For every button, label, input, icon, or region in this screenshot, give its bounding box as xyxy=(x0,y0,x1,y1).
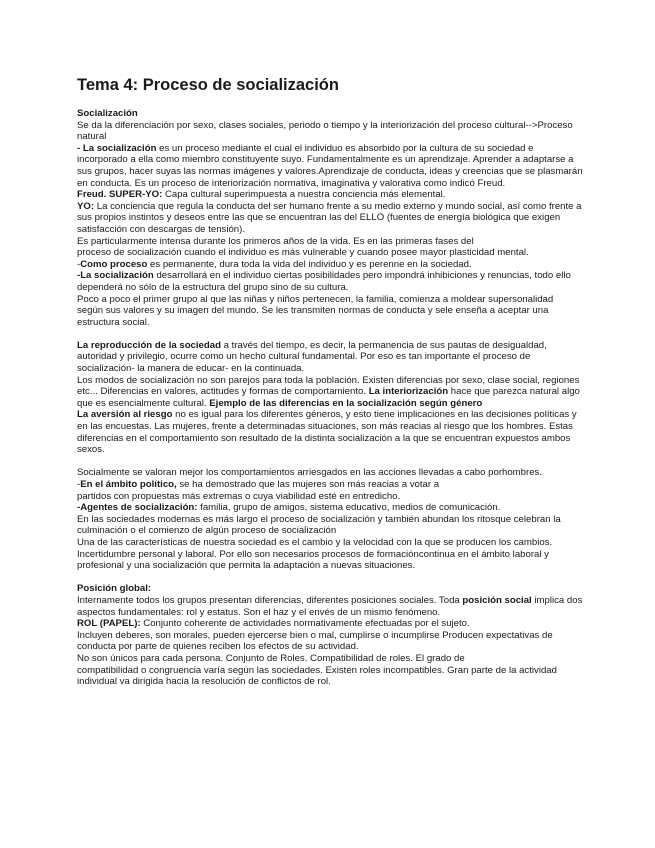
text-line xyxy=(77,433,643,445)
bold-text: La aversión al riesgo xyxy=(77,409,173,421)
paragraph-gap xyxy=(77,328,643,340)
text-line xyxy=(77,467,643,479)
text-run: No son únicos para cada persona. Conjunto de Roles. Compatibilidad de roles. El grado de xyxy=(77,652,465,664)
text-line xyxy=(77,583,643,595)
text-run: dependerá no sólo de la estructura del grupo sino de su cultura. xyxy=(77,281,349,293)
text-line xyxy=(77,247,643,259)
text-run: Los modos de socialización no son parejos para toda la población. Existen diferencias por sexo, clase social, regiones xyxy=(77,374,580,386)
text-run: no es igual para los diferentes géneros, y esto tiene implicaciones en las decisiones políticas y xyxy=(172,409,577,421)
text-line xyxy=(77,421,643,433)
text-run: es permanente, dura toda la vida del individuo y es perenne en la sociedad. xyxy=(147,258,472,270)
text-run: La conciencia que regula la conducta del ser humano frente a su medio externo y mundo social, así como frente a xyxy=(94,200,582,212)
text-run: Poco a poco el primer grupo al que las niñas y niños pertenecen, la familia, comienza a moldear supersonalidad xyxy=(77,293,554,305)
text-line xyxy=(77,665,643,677)
text-run: Socialmente se valoran mejor los comportamientos arriesgados en las acciones llevadas a cabo porhombres. xyxy=(77,467,543,479)
text-run: Incertidumbre personal y laboral. Por ello son necesarios procesos de formacióncontinua en el ámbito laboral y xyxy=(77,548,549,560)
text-line xyxy=(77,491,643,503)
text-line xyxy=(77,108,643,120)
text-run: implica dos xyxy=(531,594,583,606)
text-run: que es esencialmente cultural. xyxy=(77,397,210,409)
text-line xyxy=(77,120,643,132)
text-run: Conjunto coherente de actividades normativamente efectuadas por el sujeto. xyxy=(140,618,470,630)
text-line xyxy=(77,212,643,224)
text-line xyxy=(77,270,643,282)
text-run: Incluyen deberes, son morales, pueden ejercerse bien o mal, cumplirse o incumplirse Producen expectativas de xyxy=(77,629,553,641)
bold-text: Socialización xyxy=(77,108,138,119)
bold-text: Posición global: xyxy=(77,583,152,595)
bold-text: Como proceso xyxy=(80,258,148,270)
text-line xyxy=(77,363,643,375)
bold-text: - La socialización xyxy=(77,142,157,154)
text-line xyxy=(77,154,643,166)
text-run: En las sociedades modernas es más largo el proceso de socialización y también abundan los ritosque celebran la xyxy=(77,513,561,525)
text-run: compatibilidad o congruencia varía según las sociedades. Existen roles incompatibles. Gran parte de la actividad xyxy=(77,664,557,676)
bold-text: YO: xyxy=(77,200,95,212)
paragraph-gap xyxy=(77,572,643,584)
text-run: se ha demostrado que las mujeres son más reacias a votar a xyxy=(176,479,440,490)
text-line xyxy=(77,398,643,410)
text-run: aspectos fundamentales: rol y estatus. Son el haz y el envés de un mismo fenómeno. xyxy=(77,606,441,618)
text-run: sexos. xyxy=(77,444,105,456)
text-run: etc... Diferencias en valores, actitudes y formas de comportamiento. xyxy=(77,386,369,398)
text-line xyxy=(77,178,643,190)
document-body xyxy=(77,108,643,688)
text-run: en conducta. Es un proceso de interiorización normativa, imaginativa y valorativa como indicó Freud. xyxy=(77,177,506,189)
bold-text: Freud. SUPER-YO: xyxy=(77,189,163,201)
text-line xyxy=(77,653,643,665)
bold-text: ROL (PAPEL): xyxy=(77,618,141,630)
text-run: Es particularmente intensa durante los primeros años de la vida. Es en las primeras fases del xyxy=(77,235,474,247)
text-line xyxy=(77,375,643,387)
bold-text: posición social xyxy=(462,594,532,606)
text-line xyxy=(77,444,643,456)
text-line xyxy=(77,189,643,201)
text-line xyxy=(77,560,643,572)
text-run: natural xyxy=(77,131,107,143)
text-run: en las encuestas. Las mujeres, frente a determinadas situaciones, son más reacias al riesgo que los hombres. Estas xyxy=(77,421,573,433)
text-line xyxy=(77,294,643,306)
text-line xyxy=(77,630,643,642)
text-run: sus propios instintos y deseos entre las que se encuentran las del ELLO (fuentes de energía biológica que exigen xyxy=(77,212,561,224)
text-run: individual va dirigida hacia la resolución de conflictos de rol. xyxy=(77,676,331,688)
text-run: partidos con propuestas más extremas o cuya viabilidad esté en entredicho. xyxy=(77,490,401,502)
text-line xyxy=(77,514,643,526)
text-run: según sus valores y su imagen del mundo. Se les transmiten normas de conducta y sele enseña a aceptar una xyxy=(77,305,549,317)
text-line xyxy=(77,282,643,294)
text-run: proceso de socialización cuando el individuo es más vulnerable y cuando posee mayor plasticidad mental. xyxy=(77,247,529,259)
text-line xyxy=(77,618,643,630)
text-run: incorporado a ella como miembro constituyente suyo. Fundamentalmente es un aprendizaje. Aprender a adaptarse a xyxy=(77,154,574,166)
text-run: satisfacción con descargas de tensión). xyxy=(77,223,245,235)
bold-text: La reproducción de la sociedad xyxy=(77,339,221,351)
page-title: Tema 4: Proceso de socialización xyxy=(77,76,339,94)
text-run: - xyxy=(77,479,81,490)
text-run: hace que parezca natural algo xyxy=(448,386,580,398)
text-line xyxy=(77,340,643,352)
text-line xyxy=(77,386,643,398)
text-run: - xyxy=(77,258,81,270)
bold-text: En el ámbito político, xyxy=(80,479,177,490)
text-line xyxy=(77,317,643,329)
text-line xyxy=(77,549,643,561)
text-line xyxy=(77,537,643,549)
bold-text: La interiorización xyxy=(368,386,449,398)
text-run: autoridad y privilegio, ocurre como un hecho cultural fundamental. Por eso es tan importante el proceso de xyxy=(77,351,531,363)
text-line xyxy=(77,409,643,421)
text-run: culminación o el comienzo de algún proceso de socialización xyxy=(77,525,337,537)
text-line xyxy=(77,525,643,537)
text-run: sus grupos, hacer suyas las normas imágenes y valores.Aprendizaje de conducta, ideas y creencias que se plasmarán xyxy=(77,165,583,177)
bold-text: -La socialización xyxy=(77,270,154,282)
text-line xyxy=(77,305,643,317)
text-run: profesional y una socialización que permita la adaptación a nuevas situaciones. xyxy=(77,560,416,572)
text-line xyxy=(77,131,643,143)
text-run: estructura social. xyxy=(77,316,150,328)
text-line xyxy=(77,201,643,213)
text-run: Una de las características de nuestra sociedad es el cambio y la velocidad con la que se producen los cambios. xyxy=(77,536,553,548)
text-run: familia, grupo de amigos, sistema educativo, medios de comunicación. xyxy=(197,502,501,514)
text-line xyxy=(77,607,643,619)
text-line xyxy=(77,259,643,271)
text-line xyxy=(77,676,643,688)
text-line xyxy=(77,143,643,155)
text-line xyxy=(77,351,643,363)
text-run: socialización- la manera de educar- en la continuada. xyxy=(77,363,305,375)
bold-text: -Agentes de socialización: xyxy=(77,502,198,514)
paragraph-gap xyxy=(77,456,643,468)
text-run: Capa cultural superimpuesta a nuestra conciencia más elemental. xyxy=(162,189,446,201)
text-run: Internamente todos los grupos presentan diferencias, diferentes posiciones sociales. Toda xyxy=(77,594,463,606)
text-line xyxy=(77,595,643,607)
text-line xyxy=(77,502,643,514)
text-line xyxy=(77,236,643,248)
text-run: diferencias en el comportamiento son resultado de la distinta socialización a la que se encuentran expuestos ambos xyxy=(77,432,571,444)
text-run: desarrollará en el individuo ciertas posibilidades pero impondrá inhibiciones y renuncias, todo ello xyxy=(153,270,571,282)
text-line xyxy=(77,479,643,491)
text-run: es un proceso mediante el cual el individuo es absorbido por la cultura de su sociedad e xyxy=(156,142,534,154)
text-line xyxy=(77,166,643,178)
text-line xyxy=(77,224,643,236)
bold-text: Ejemplo de las diferencias en la socialización según género xyxy=(209,397,483,409)
text-run: a través del tiempo, es decir, la permanencia de sus pautas de desigualdad, xyxy=(220,339,547,351)
text-run: conducta por parte de quienes reciben los efectos de su actividad. xyxy=(77,641,359,653)
text-run: Se da la diferenciación por sexo, clases sociales, periodo o tiempo y la interiorización del proceso cultural-->Proceso xyxy=(77,119,573,131)
text-line xyxy=(77,641,643,653)
